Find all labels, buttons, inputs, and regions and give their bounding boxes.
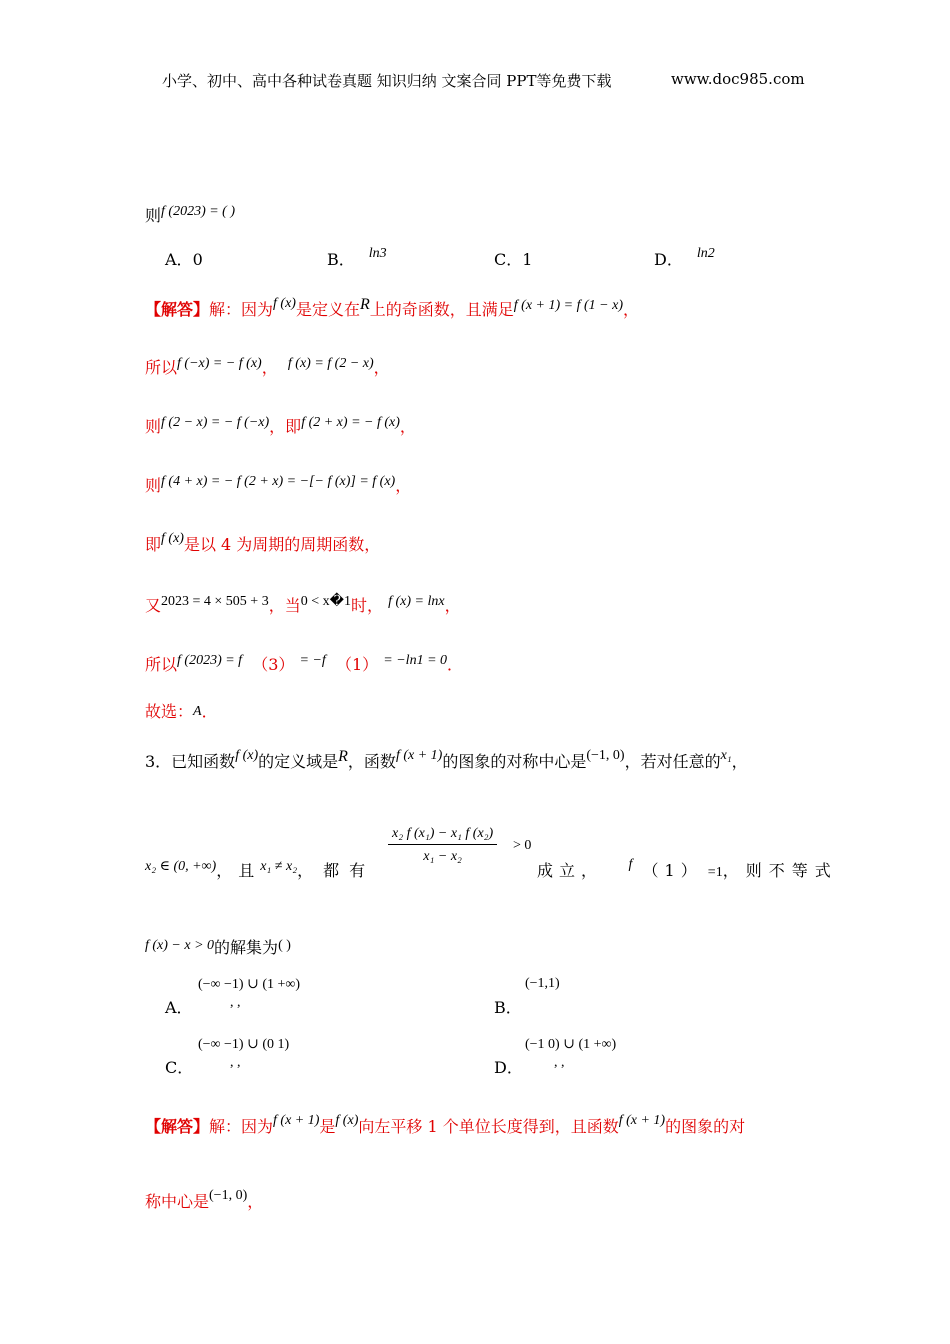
q3-answer-line-2 (145, 1189, 263, 1212)
math: f (−x) = − f (x) (177, 356, 262, 371)
text: 即 (145, 535, 162, 554)
math: f (x) = f (2 − x) (287, 356, 374, 371)
text: 的图象的对 (665, 1117, 746, 1136)
fraction-denominator: x₁ − x₂ (423, 849, 462, 864)
text: 是 (319, 1117, 336, 1136)
math: f (x) − x > 0 (145, 938, 215, 953)
text: ， (247, 1192, 264, 1211)
text: 又 (145, 596, 162, 615)
text: 成立， (537, 861, 604, 880)
q2-answer-line-4 (145, 473, 411, 496)
q3-stem-line-1 (145, 749, 748, 772)
text: 是定义在 (295, 300, 360, 319)
text: ， (622, 300, 639, 319)
q2-option-c[interactable] (494, 247, 532, 270)
q2-option-a[interactable] (165, 247, 203, 270)
q3-fraction-rhs: > 0 (513, 838, 532, 853)
option-letter: C． (494, 250, 523, 269)
option-letter: D． (654, 250, 683, 269)
q2-answer-line-6 (145, 593, 461, 616)
text: ． (447, 655, 464, 674)
math: f (x + 1) (273, 1113, 320, 1128)
math: R (338, 748, 348, 765)
q2-answer-line-2 (145, 355, 390, 378)
text: ， (399, 417, 416, 436)
q2-stem (145, 203, 235, 226)
text: ， (395, 476, 412, 495)
option-value: ln3 (368, 246, 387, 261)
option-value: 0 (192, 250, 203, 269)
math: f (x) = lnx (388, 594, 445, 609)
text: 称中心是 (145, 1192, 210, 1211)
text: ，即 (269, 417, 302, 436)
text: 解：因为 (209, 1117, 274, 1136)
text: ，都有 (297, 861, 376, 880)
math: f (628, 857, 633, 872)
text: 3．已知函数 (145, 752, 236, 771)
text: ，若对任意的 (624, 752, 721, 771)
text: ， (373, 358, 390, 377)
text: ，则不等式 (722, 861, 838, 880)
text: 的定义域是 (258, 752, 339, 771)
q2-answer-line-5 (145, 532, 380, 555)
q2-option-b[interactable] (327, 247, 387, 270)
math: =1 (707, 865, 723, 880)
header-left: 小学、初中、高中各种试卷真题 知识归纳 文案合同 PPT等免费下载 (162, 72, 612, 90)
text: ， (261, 358, 278, 377)
math: ( ) (278, 938, 291, 953)
text: 的图象的对称中心是 (442, 752, 587, 771)
math: = −f (299, 653, 326, 668)
math: (−1, 0) (209, 1188, 248, 1203)
q3-option-d-commas: , , (554, 1055, 565, 1070)
math: 2023 = 4 × 505 + 3 (161, 594, 269, 609)
math: (−1, 0) (586, 748, 625, 763)
option-letter: A． (165, 998, 193, 1017)
q3-stem-line-2a (145, 858, 375, 881)
q3-option-d-math: (−1 0) ∪ (1 +∞) (525, 1037, 617, 1052)
text: （3） (252, 655, 295, 674)
math: f (x + 1) = f (1 − x) (513, 298, 623, 313)
text: 故选： (145, 702, 194, 721)
math: f (4 + x) = − f (2 + x) = −[− f (x)] = f (x) (161, 474, 396, 489)
math: f (x) (235, 748, 259, 763)
q2-option-d[interactable] (654, 247, 715, 270)
math: f (x + 1) (618, 1113, 666, 1128)
text: 所以 (145, 655, 178, 674)
q3-option-b[interactable] (494, 995, 522, 1018)
option-letter: D． (494, 1058, 523, 1077)
q3-fraction (388, 826, 497, 865)
option-value: ln2 (696, 246, 715, 261)
text: ，函数 (347, 752, 396, 771)
header-site[interactable]: www.doc985.com (671, 70, 805, 88)
math: x₂ ∈ (0, +∞) (145, 859, 217, 874)
text: ，当 (268, 596, 301, 615)
q2-answer-line-7 (145, 652, 463, 675)
text: ， (731, 752, 748, 771)
q3-option-c-commas: , , (230, 1055, 241, 1070)
math: A (193, 704, 202, 719)
math: x₁ ≠ x₂ (260, 859, 298, 874)
q3-option-a[interactable] (165, 995, 193, 1018)
option-letter: B． (494, 998, 522, 1017)
text: （1） (336, 655, 379, 674)
text: 解：因为 (209, 300, 274, 319)
text: ， (444, 596, 461, 615)
text: 时， (350, 596, 383, 615)
text: 上的奇函数，且满足 (369, 300, 514, 319)
math: x₁ (720, 748, 732, 763)
option-letter: B． (327, 250, 355, 269)
option-letter: C． (165, 1058, 194, 1077)
text: （1） (642, 861, 703, 880)
text: 所以 (145, 358, 178, 377)
text: 则 (145, 417, 162, 436)
math: f (2023) = f (177, 653, 243, 668)
q3-stem-line-2b (537, 858, 838, 881)
text: ． (201, 702, 218, 721)
q3-answer-line-1 (145, 1114, 745, 1137)
q3-option-c[interactable] (165, 1055, 193, 1078)
q2-stem-math: f (2023) = ( ) (161, 204, 236, 219)
q3-option-c-math: (−∞ −1) ∪ (0 1) (198, 1037, 290, 1052)
option-value: 1 (522, 250, 533, 269)
math: R (359, 296, 370, 313)
text: 向左平移 1 个单位长度得到，且函数 (358, 1117, 619, 1136)
math: f (2 + x) = − f (x) (301, 415, 400, 430)
q3-option-a-math: (−∞ −1) ∪ (1 +∞) (198, 977, 301, 992)
text: 则 (145, 476, 162, 495)
text: ，且 (216, 861, 261, 880)
answer-tag: 【解答】 (145, 300, 210, 319)
answer-tag: 【解答】 (145, 1117, 210, 1136)
math: 0 < x�1 (300, 594, 351, 609)
q2-answer-line-1 (145, 297, 639, 320)
fraction-numerator: x₂ f (x₁) − x₁ f (x₂) (388, 826, 497, 845)
math: f (x) (335, 1113, 359, 1128)
math: f (x + 1) (395, 748, 443, 763)
q3-option-d[interactable] (494, 1055, 523, 1078)
q2-stem-prefix: 则 (145, 206, 162, 225)
text: 是以 4 为周期的周期函数， (183, 535, 381, 554)
q2-answer-line-8 (145, 699, 218, 722)
math: = −ln1 = 0 (383, 653, 448, 668)
text: 的解集为 (214, 938, 279, 957)
math: f (x) (161, 531, 184, 546)
q3-stem-line-3 (145, 935, 291, 958)
q3-option-b-math: (−1,1) (525, 976, 560, 991)
q2-answer-line-3 (145, 414, 416, 437)
q3-option-a-commas: , , (230, 995, 241, 1010)
option-letter: A． (165, 250, 193, 269)
math: f (2 − x) = − f (−x) (161, 415, 270, 430)
math: f (x) (273, 296, 296, 311)
